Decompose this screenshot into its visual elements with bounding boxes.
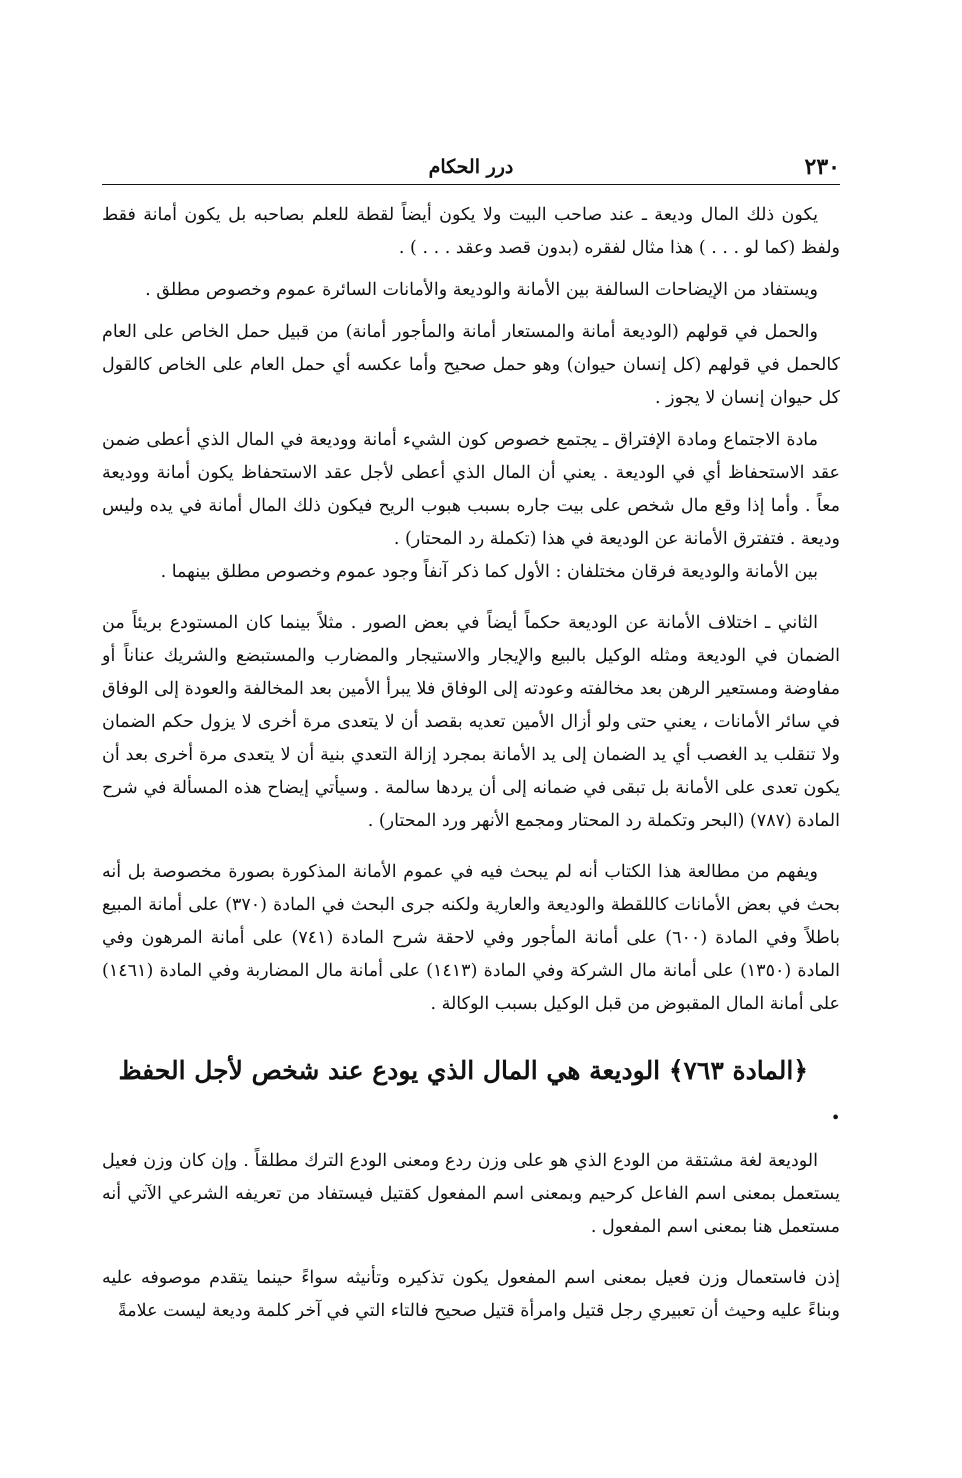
- paragraph: الثاني ـ اختلاف الأمانة عن الوديعة حكماً أيضاً في بعض الصور . مثلاً بينما كان المستودع بريئاً من الضمان في الوديعة ومثله الوكيل بالبيع والإيجار والاستيجار والمضارب والمستبضع والشريك عناناً أو مفاوضة ومستعير الرهن بعد مخالفته وعودته إلى الوفاق فلا يبرأ الأمين بعد المخالفة والعودة إلى الوفاق في سائر الأمانات ، يعني حتى ولو أزال الأمين تعديه بقصد أن لا يتعدى مرة أخرى لا يزول حكم الضمان ولا تنقلب يد الغصب أي يد الضمان إلى يد الأمانة بمجرد إزالة التعدي بنية أن لا يتعدى مرة أخرى بعد أن يكون تعدى على الأمانة بل تبقى في ضمانه إلى أن يردها سالمة . وسيأتي إيضاح هذه المسألة في شرح المادة (٧٨٧) (البحر وتكملة رد المحتار ومجمع الأنهر ورد المحتار) .: [102, 613, 840, 831]
- paragraph: والحمل في قولهم (الوديعة أمانة والمستعار أمانة والمأجور أمانة) من قبيل حمل الخاص على العام كالحمل في قولهم (كل إنسان حيوان) وهو حمل صحيح وأما عكسه أي حمل العام على الخاص كالقول كل حيوان إنسان لا يجوز .: [102, 322, 840, 408]
- page-number: ٢٣٠: [804, 154, 840, 180]
- paragraph: ويستفاد من الإيضاحات السالفة بين الأمانة والوديعة والأمانات السائرة عموم وخصوص مطلق .: [145, 280, 818, 300]
- paragraph: يكون ذلك المال وديعة ـ عند صاحب البيت ولا يكون أيضاً لقطة للعلم بصاحبه بل يكون أمانة فقط ولفظ (كما لو . . . ) هذا مثال لفقره (بدون قصد وعقد . . . ) .: [102, 205, 840, 258]
- paragraph: إذن فاستعمال وزن فعيل بمعنى اسم المفعول يكون تذكيره وتأنيثه سواءً حينما يتقدم موصوفه عليه وبناءً عليه وحيث أن تعبيري رجل قتيل وامرأة قتيل صحيح فالتاء التي في آخر كلمة وديعة ليست علامةً: [102, 1268, 840, 1321]
- running-title: درر الحكام: [428, 156, 514, 178]
- paragraph: ويفهم من مطالعة هذا الكتاب أنه لم يبحث فيه في عموم الأمانة المذكورة بصورة مخصوصة بل أنه بحث في بعض الأمانات كاللقطة والوديعة والعارية ولكنه جرى البحث في المادة (٣٧٠) على أمانة المبيع باطلاً وفي المادة (٦٠٠) على أمانة المأجور وفي لاحقة شرح المادة (٧٤١) على أمانة المرهون وفي المادة (١٣٥٠) على أمانة مال الشركة وفي المادة (١٤١٣) على أمانة مال المضاربة وفي المادة (١٤٦١) على أمانة المال المقبوض من قبل الوكيل بسبب الوكالة .: [102, 862, 841, 1014]
- paragraph: الوديعة لغة مشتقة من الودع الذي هو على وزن ردع ومعنى الودع الترك مطلقاً . وإن كان وزن فعيل يستعمل بمعنى اسم الفاعل كرحيم وبمعنى اسم المفعول كقتيل فيستفاد من تعريفه الشرعي الآتي أنه مستعمل هنا بمعنى اسم المفعول .: [102, 1151, 840, 1237]
- document-page: [102, 150, 840, 1328]
- article-heading: ﴿المادة ٧٦٣﴾ الوديعة هي المال الذي يودع عند شخص لأجل الحفظ .: [118, 1056, 840, 1125]
- paragraph: مادة الاجتماع ومادة الإفتراق ـ يجتمع خصوص كون الشيء أمانة ووديعة في المال الذي أعطى ضمن عقد الاستحفاظ أي في الوديعة . يعني أن المال الذي أعطى لأجل عقد الاستحفاظ يكون أمانة ووديعة معاً . وأما إذا وقع مال شخص على بيت جاره بسبب هبوب الريح فيكون ذلك المال أمانة في يده وليس وديعة . فتفترق الأمانة عن الوديعة في هذا (تكملة رد المحتار) .: [102, 430, 841, 549]
- paragraph: بين الأمانة والوديعة فرقان مختلفان : الأول كما ذكر آنفاً وجود عموم وخصوص مطلق بينهما .: [160, 562, 818, 582]
- body-text: [102, 199, 840, 1328]
- page-header: [102, 150, 840, 185]
